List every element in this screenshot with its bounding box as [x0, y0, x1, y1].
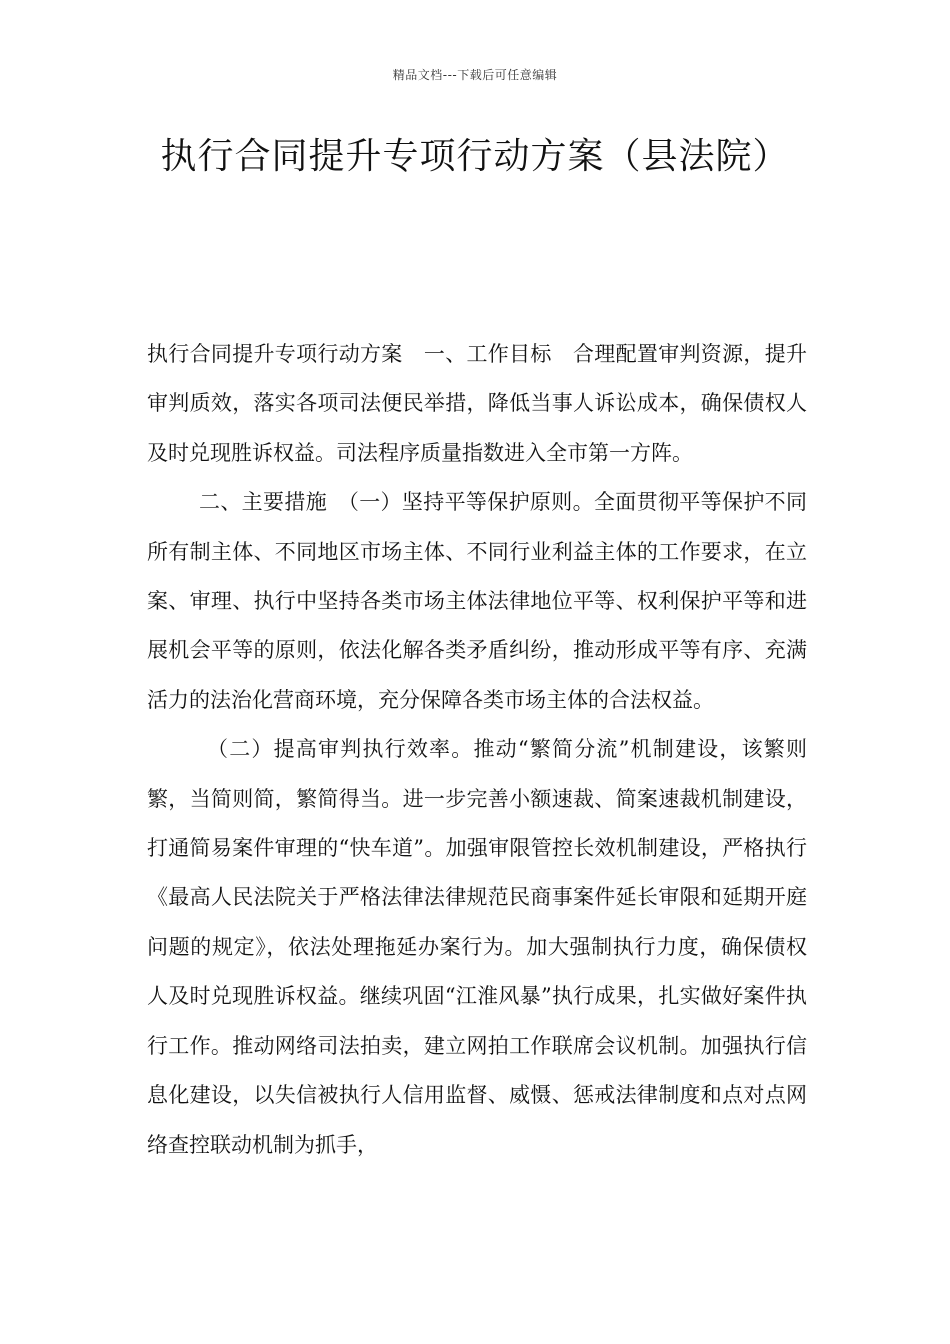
paragraph-1: 执行合同提升专项行动方案 一、工作目标 合理配置审判资源，提升审判质效，落实各项司法便民举措，降低当事人诉讼成本，确保债权人及时兑现胜诉权益。司法程序质量指数进入全市第一方阵。 [147, 342, 807, 465]
paragraph-2: 二、主要措施 （一）坚持平等保护原则。全面贯彻平等保护不同所有制主体、不同地区市场主体、不同行业利益主体的工作要求，在立案、审理、执行中坚持各类市场主体法律地位平等、权利保护平等和进展机会平等的原则，依法化解各类矛盾纠纷，推动形成平等有序、充满活力的法治化营商环境，充分保障各类市场主体的合法权益。 [147, 490, 807, 712]
document-body [147, 330, 807, 1170]
paragraph-3: （二）提高审判执行效率。推动“繁简分流”机制建设，该繁则繁，当简则简，繁简得当。进一步完善小额速裁、简案速裁机制建设，打通简易案件审理的“快车道”。加强审限管控长效机制建设，严格执行《最高人民法院关于严格法律法律规范民商事案件延长审限和延期开庭问题的规定》，依法处理拖延办案行为。加大强制执行力度，确保债权人及时兑现胜诉权益。继续巩固“江淮风暴”执行成果，扎实做好案件执行工作。推动网络司法拍卖，建立网拍工作联席会议机制。加强执行信息化建设，以失信被执行人信用监督、威慑、惩戒法律制度和点对点网络查控联动机制为抓手， [147, 737, 807, 1157]
page-header: 精品文档---下载后可任意编辑 [392, 68, 558, 82]
document-title: 执行合同提升专项行动方案（县法院） [160, 136, 790, 177]
